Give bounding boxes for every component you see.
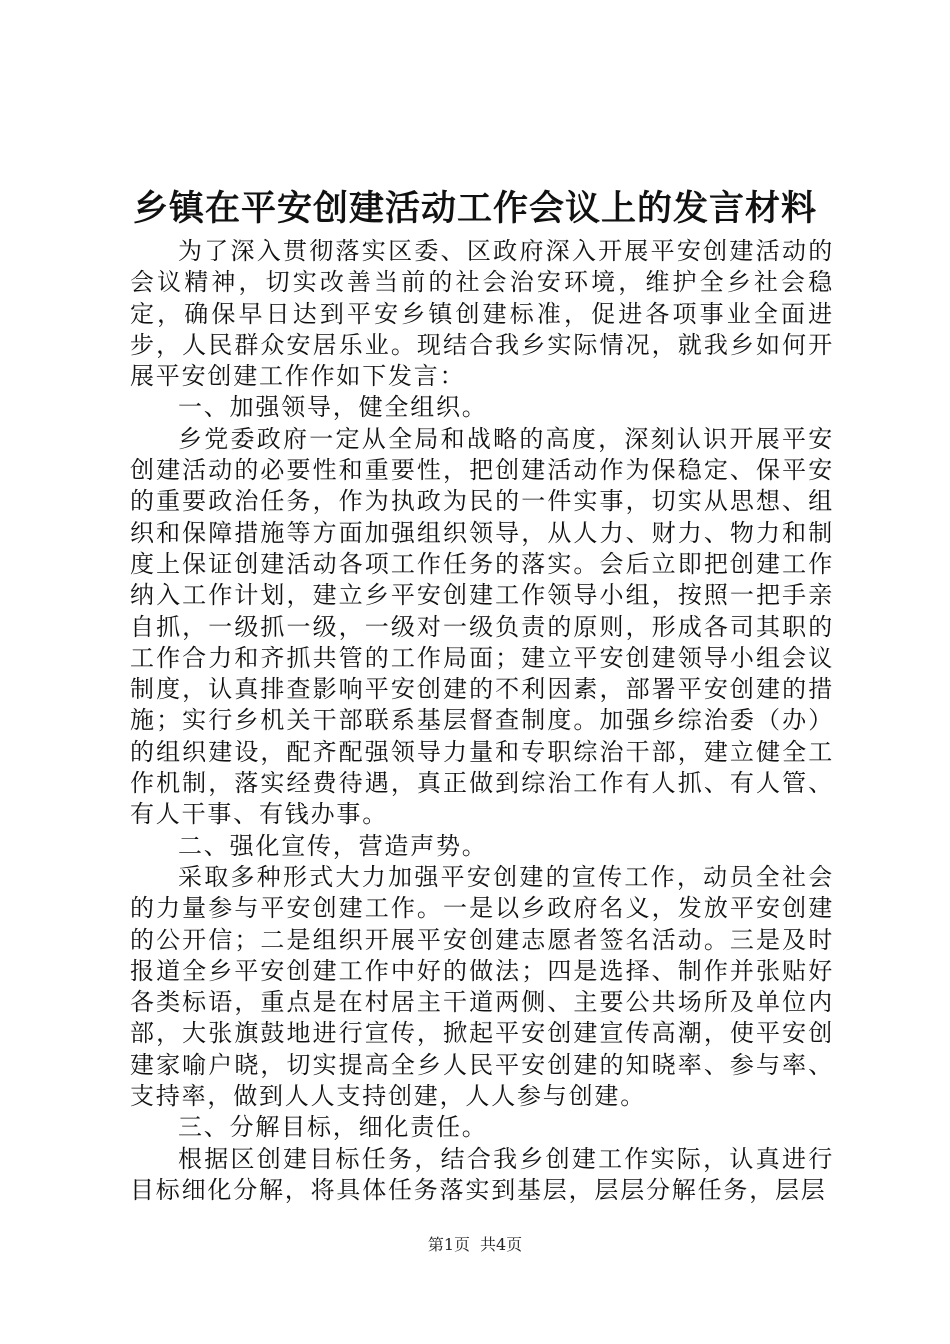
page-footer	[0, 1235, 950, 1255]
intro-paragraph: 为了深入贯彻落实区委、区政府深入开展平安创建活动的会议精神，切实改善当前的社会治安环境，维护全乡社会稳定，确保早日达到平安乡镇创建标准，促进各项事业全面进步，人民群众安居乐业。现结合我乡实际情况，就我乡如何开展平安创建工作作如下发言：	[130, 237, 834, 391]
document-body	[130, 236, 834, 1206]
document-title: 乡镇在平安创建活动工作会议上的发言材料	[132, 189, 817, 229]
section-heading-1: 一、加强领导，健全组织。	[178, 393, 488, 422]
section-paragraph-1: 乡党委政府一定从全局和战略的高度，深刻认识开展平安创建活动的必要性和重要性，把创建活动作为保稳定、保平安的重要政治任务，作为执政为民的一件实事，切实从思想、组织和保障措施等方面加强组织领导，从人力、财力、物力和制度上保证创建活动各项工作任务的落实。会后立即把创建工作纳入工作计划，建立乡平安创建工作领导小组，按照一把手亲自抓，一级抓一级，一级对一级负责的原则，形成各司其职的工作合力和齐抓共管的工作局面；建立平安创建领导小组会议制度，认真排查影响平安创建的不利因素，部署平安创建的措施；实行乡机关干部联系基层督查制度。加强乡综治委（办）的组织建设，配齐配强领导力量和专职综治干部，建立健全工作机制，落实经费待遇，真正做到综治工作有人抓、有人管、有人干事、有钱办事。	[130, 424, 834, 829]
section-heading-3: 三、分解目标，细化责任。	[178, 1113, 488, 1142]
page-number: 第1页	[427, 1235, 470, 1254]
section-heading-2: 二、强化宣传，营造声势。	[178, 831, 488, 860]
section-paragraph-3: 根据区创建目标任务，结合我乡创建工作实际，认真进行目标细化分解，将具体任务落实到基层，层层分解任务，层层	[130, 1144, 834, 1204]
section-paragraph-2: 采取多种形式大力加强平安创建的宣传工作，动员全社会的力量参与平安创建工作。一是以乡政府名义，发放平安创建的公开信；二是组织开展平安创建志愿者签名活动。三是及时报道全乡平安创建工作中好的做法；四是选择、制作并张贴好各类标语，重点是在村居主干道两侧、主要公共场所及单位内部，大张旗鼓地进行宣传，掀起平安创建宣传高潮，使平安创建家喻户晓，切实提高全乡人民平安创建的知晓率、参与率、支持率，做到人人支持创建，人人参与创建。	[130, 862, 834, 1111]
page-total: 共4页	[480, 1235, 523, 1254]
